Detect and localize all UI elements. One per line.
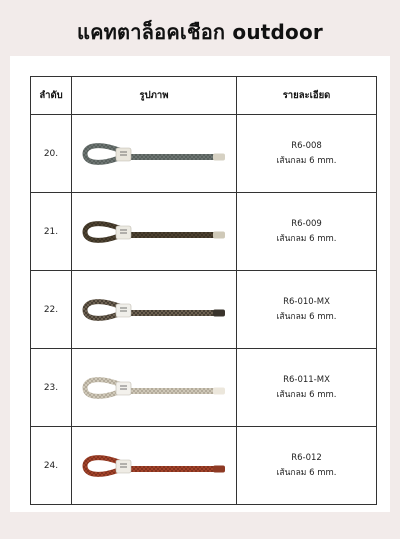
table-row (31, 271, 377, 349)
rope-description: เส้นกลม 6 mm. (276, 311, 337, 322)
rope-loop-image (79, 368, 229, 408)
rope-code: R6-008 (291, 140, 322, 151)
rope-description: เส้นกลม 6 mm. (276, 467, 337, 478)
rope-code: R6-012 (291, 452, 322, 463)
rope-details (237, 349, 377, 427)
row-number: 24. (31, 427, 72, 505)
rope-description: เส้นกลม 6 mm. (276, 389, 337, 400)
header-no: ลำดับ (31, 77, 72, 115)
row-number: 21. (31, 193, 72, 271)
table-row (31, 427, 377, 505)
catalog-sheet (10, 56, 390, 512)
rope-details (237, 271, 377, 349)
rope-image-cell (72, 349, 237, 427)
rope-description: เส้นกลม 6 mm. (276, 155, 337, 166)
row-number: 22. (31, 271, 72, 349)
table-header-row (31, 77, 377, 115)
rope-image-cell (72, 271, 237, 349)
row-number: 20. (31, 115, 72, 193)
header-details: รายละเอียด (237, 77, 377, 115)
rope-code: R6-009 (291, 218, 322, 229)
table-row (31, 349, 377, 427)
rope-loop-image (79, 446, 229, 486)
table-row (31, 115, 377, 193)
rope-catalog-table (30, 76, 377, 505)
rope-image-cell (72, 193, 237, 271)
rope-loop-image (79, 134, 229, 174)
table-body (31, 115, 377, 505)
rope-loop-image (79, 212, 229, 252)
rope-code: R6-011-MX (283, 374, 330, 385)
page-title: แคทตาล็อคเชือก outdoor (76, 20, 323, 44)
rope-image-cell (72, 115, 237, 193)
header-image: รูปภาพ (72, 77, 237, 115)
rope-image-cell (72, 427, 237, 505)
rope-code: R6-010-MX (283, 296, 330, 307)
rope-details (237, 115, 377, 193)
rope-description: เส้นกลม 6 mm. (276, 233, 337, 244)
rope-loop-image (79, 290, 229, 330)
rope-details (237, 427, 377, 505)
row-number: 23. (31, 349, 72, 427)
table-row (31, 193, 377, 271)
rope-details (237, 193, 377, 271)
